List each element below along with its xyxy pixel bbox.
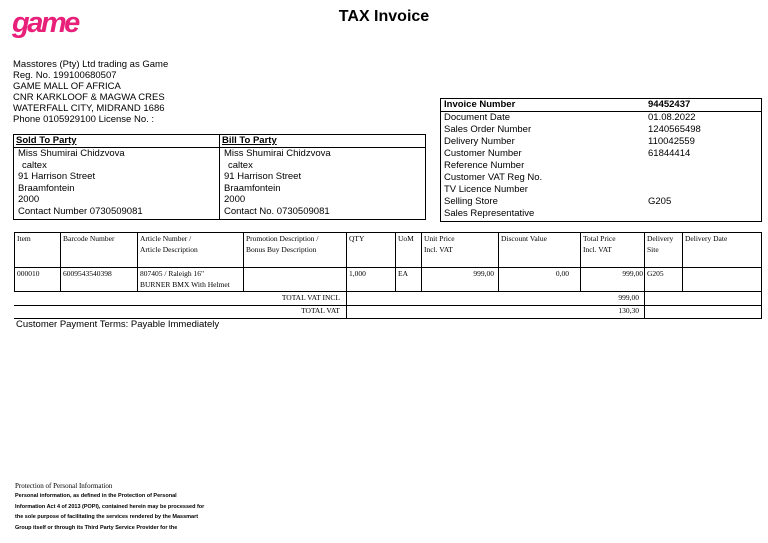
company-line: GAME MALL OF AFRICA bbox=[13, 81, 121, 92]
col-header-discount: Discount Value bbox=[501, 234, 547, 243]
invoice-number-value: 94452437 bbox=[648, 99, 691, 110]
col-header-uom: UoM bbox=[398, 234, 414, 243]
cell-uom: EA bbox=[398, 269, 408, 278]
col-header-barcode: Barcode Number bbox=[63, 234, 115, 243]
info-row bbox=[444, 184, 761, 196]
col-header-item: Item bbox=[17, 234, 31, 243]
sold-to-line: Miss Shumirai Chidzvova bbox=[18, 148, 125, 159]
info-label: Sales Order Number bbox=[444, 123, 532, 135]
info-label: Sales Representative bbox=[444, 208, 535, 220]
sold-to-title: Sold To Party bbox=[14, 135, 219, 148]
invoice-info-box bbox=[440, 98, 762, 222]
sold-to-line: 2000 bbox=[18, 194, 40, 206]
company-line: WATERFALL CITY, MIDRAND 1686 bbox=[13, 103, 165, 114]
info-value: 1240565498 bbox=[648, 123, 701, 135]
info-row bbox=[444, 160, 761, 172]
invoice-number-label: Invoice Number bbox=[444, 99, 516, 110]
info-row bbox=[444, 208, 761, 220]
bill-to-title: Bill To Party bbox=[220, 135, 425, 148]
col-header-promo: Promotion Description / bbox=[246, 234, 319, 243]
col-header-article: Article Number / bbox=[140, 234, 192, 243]
total-vat-incl-value: 999,00 bbox=[618, 293, 639, 302]
company-line: Phone 0105929100 License No. : bbox=[13, 114, 155, 125]
privacy-title: Protection of Personal Information bbox=[15, 482, 113, 490]
bill-to-line: caltex bbox=[228, 159, 253, 171]
sold-to-line: 91 Harrison Street bbox=[18, 171, 96, 183]
col-header-delivery-site-2: Site bbox=[647, 245, 659, 254]
bill-to-line: Miss Shumirai Chidzvova bbox=[224, 148, 331, 159]
cell-discount: 0,00 bbox=[555, 269, 569, 278]
cell-total-price: 999,00 bbox=[622, 269, 643, 278]
cell-barcode: 6009543540398 bbox=[63, 269, 112, 278]
col-header-total-price-vat: Incl. VAT bbox=[583, 245, 612, 254]
col-header-article-desc: Article Description bbox=[140, 245, 198, 254]
info-row bbox=[444, 148, 761, 160]
bill-to-line: 2000 bbox=[224, 194, 246, 206]
cell-article-desc: BURNER BMX With Helmet bbox=[140, 280, 230, 289]
info-label: Selling Store bbox=[444, 196, 498, 208]
info-row bbox=[444, 196, 761, 208]
info-value: 110042559 bbox=[648, 135, 695, 147]
sold-to-party bbox=[13, 134, 220, 220]
privacy-notice bbox=[15, 481, 204, 533]
bill-to-line: Contact No. 0730509081 bbox=[224, 205, 330, 217]
company-line: CNR KARKLOOF & MAGWA CRES bbox=[13, 92, 165, 103]
info-label: Reference Number bbox=[444, 159, 525, 171]
privacy-line: Personal information, as defined in the Protection of Personal bbox=[15, 493, 177, 499]
info-label: TV Licence Number bbox=[444, 184, 528, 196]
invoice-number-row bbox=[444, 99, 761, 111]
info-label: Customer Number bbox=[444, 147, 522, 159]
cell-item: 000010 bbox=[17, 269, 40, 278]
info-row bbox=[444, 172, 761, 184]
page-title: TAX Invoice bbox=[338, 8, 430, 25]
col-header-delivery-date: Delivery Date bbox=[685, 234, 728, 243]
col-header-unit-price: Unit Price bbox=[424, 234, 455, 243]
info-row bbox=[444, 112, 761, 124]
company-line: Masstores (Pty) Ltd trading as Game bbox=[13, 59, 169, 70]
info-row bbox=[444, 124, 761, 136]
sold-to-line: Braamfontein bbox=[18, 182, 75, 194]
bill-to-line: 91 Harrison Street bbox=[224, 171, 302, 183]
info-label: Customer VAT Reg No. bbox=[444, 172, 543, 183]
cell-article: 807405 / Raleigh 16" bbox=[140, 269, 205, 278]
col-header-qty: QTY bbox=[349, 234, 365, 243]
cell-delivery-site: G205 bbox=[647, 269, 664, 278]
cell-unit-price: 999,00 bbox=[473, 269, 494, 278]
sold-to-line: Contact Number 0730509081 bbox=[18, 205, 143, 217]
bill-to-line: Braamfontein bbox=[224, 182, 281, 194]
total-vat-incl-label: TOTAL VAT INCL bbox=[281, 293, 340, 302]
info-label: Delivery Number bbox=[444, 135, 515, 147]
info-label: Document Date bbox=[444, 111, 511, 123]
col-header-delivery-site: Delivery bbox=[647, 234, 674, 243]
total-vat-value: 130,30 bbox=[618, 306, 639, 315]
privacy-line: Information Act 4 of 2013 (POPI), contained herein may be processed for bbox=[15, 503, 205, 510]
privacy-line: the sole purpose of facilitating the services rendered by the Massmart bbox=[15, 514, 199, 520]
info-value: 61844414 bbox=[648, 147, 691, 159]
info-value: 01.08.2022 bbox=[648, 111, 696, 123]
info-value: G205 bbox=[648, 196, 672, 208]
col-header-bonus: Bonus Buy Description bbox=[246, 245, 317, 254]
col-header-unit-price-vat: Incl. VAT bbox=[424, 245, 453, 254]
col-header-total-price: Total Price bbox=[583, 234, 616, 243]
privacy-line: Group itself or through its Third Party Service Provider for the bbox=[15, 524, 178, 531]
company-line: Reg. No. 199100680507 bbox=[13, 70, 117, 81]
line-items-table bbox=[14, 232, 762, 330]
total-vat-label: TOTAL VAT bbox=[301, 306, 340, 315]
bill-to-party bbox=[219, 134, 426, 220]
cell-qty: 1,000 bbox=[349, 269, 366, 278]
payment-terms: Customer Payment Terms: Payable Immediately bbox=[16, 319, 220, 330]
info-row bbox=[444, 136, 761, 148]
svg-text:game: game bbox=[12, 8, 78, 39]
company-address bbox=[13, 59, 168, 125]
sold-to-line: caltex bbox=[22, 159, 47, 171]
